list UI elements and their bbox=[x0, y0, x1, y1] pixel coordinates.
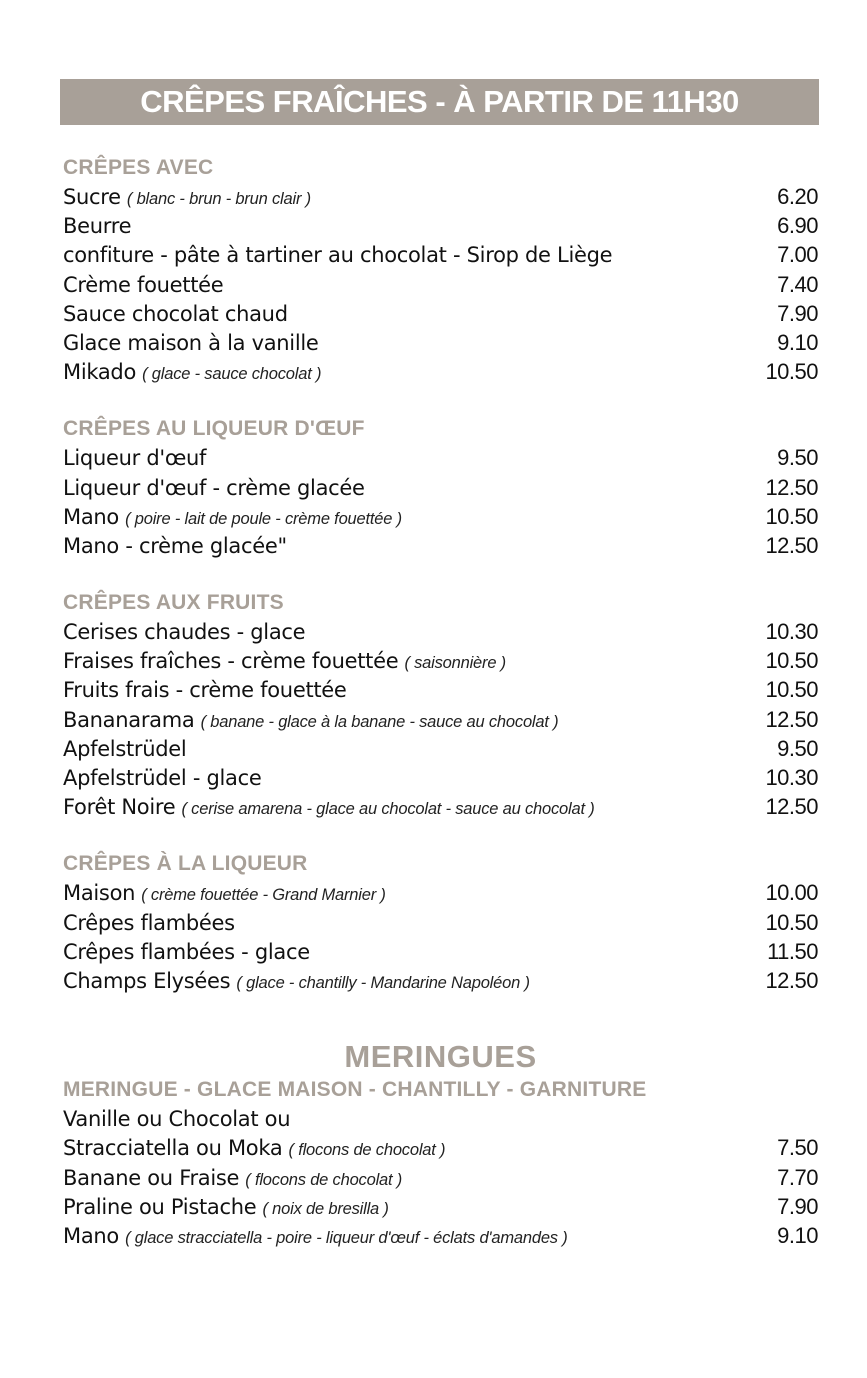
menu-item bbox=[63, 878, 818, 907]
item-name: Sauce chocolat chaud bbox=[63, 301, 288, 326]
menu-item bbox=[63, 1104, 818, 1133]
item-price: 7.90 bbox=[777, 300, 818, 326]
section-title: CRÊPES AVEC bbox=[63, 156, 214, 179]
item-price: 10.30 bbox=[765, 765, 818, 790]
menu-item bbox=[63, 734, 818, 763]
item-text bbox=[63, 675, 347, 705]
section-spacer bbox=[63, 560, 818, 588]
item-text bbox=[63, 1192, 389, 1224]
item-name: Mano bbox=[63, 1223, 119, 1248]
menu-item bbox=[63, 1221, 818, 1250]
item-text bbox=[63, 502, 402, 534]
menu-item bbox=[63, 182, 818, 211]
section-title: CRÊPES AUX FRUITS bbox=[63, 591, 284, 615]
item-name: confiture - pâte à tartiner au chocolat - Sirop de Liège bbox=[63, 243, 613, 268]
item-name: Sucre bbox=[63, 185, 121, 209]
item-description: ( flocons de chocolat ) bbox=[288, 1141, 446, 1160]
menu-item bbox=[63, 908, 818, 937]
menu-item bbox=[63, 675, 818, 704]
menu-item bbox=[63, 705, 818, 734]
item-text bbox=[63, 473, 365, 503]
item-description: ( glace - sauce chocolat ) bbox=[142, 365, 322, 384]
item-price: 6.20 bbox=[777, 184, 818, 209]
item-price: 12.50 bbox=[765, 794, 818, 820]
item-description: ( blanc - brun - brun clair ) bbox=[126, 190, 311, 208]
item-price: 10.50 bbox=[765, 503, 818, 529]
meringues-subtitle: MERINGUE - GLACE MAISON - CHANTILLY - GARNITURE bbox=[63, 1078, 647, 1102]
menu-item bbox=[63, 270, 818, 299]
item-name: Mano bbox=[63, 504, 119, 529]
item-price: 12.50 bbox=[765, 532, 818, 558]
item-text bbox=[63, 531, 287, 561]
item-name: Beurre bbox=[63, 214, 132, 239]
item-name: Mano - crème glacée" bbox=[63, 533, 287, 558]
item-text bbox=[63, 443, 206, 473]
item-text bbox=[63, 617, 305, 647]
item-name: Crêpes flambées - glace bbox=[63, 939, 310, 964]
item-name: Crème fouettée bbox=[63, 272, 224, 297]
item-price: 10.30 bbox=[765, 619, 818, 645]
item-description: ( poire - lait de poule - crème fouettée ) bbox=[125, 509, 402, 528]
menu-item bbox=[63, 1163, 818, 1192]
item-name: Liqueur d'œuf bbox=[63, 446, 207, 471]
item-text bbox=[63, 1104, 290, 1134]
section-title: CRÊPES À LA LIQUEUR bbox=[63, 852, 308, 876]
item-price: 7.40 bbox=[777, 271, 818, 297]
item-price: 10.50 bbox=[765, 909, 818, 935]
item-text bbox=[63, 646, 506, 678]
item-price: 7.70 bbox=[777, 1164, 818, 1190]
menu-item bbox=[63, 531, 818, 560]
item-description: ( banane - glace à la banane - sauce au chocolat ) bbox=[200, 712, 559, 731]
item-price: 7.50 bbox=[777, 1135, 818, 1161]
item-text bbox=[63, 270, 223, 300]
meringues-section bbox=[63, 1039, 818, 1250]
item-name: Banane ou Fraise bbox=[63, 1165, 240, 1190]
menu-item bbox=[63, 646, 818, 675]
item-price: 10.50 bbox=[765, 648, 818, 674]
item-name: Bananarama bbox=[63, 707, 195, 732]
item-price: 10.50 bbox=[765, 359, 818, 385]
menu-list bbox=[63, 153, 818, 1250]
item-description: ( flocons de chocolat ) bbox=[245, 1170, 403, 1189]
item-text bbox=[63, 878, 386, 910]
item-text bbox=[63, 908, 235, 938]
item-name: Apfelstrüdel bbox=[63, 736, 187, 761]
section-spacer bbox=[63, 995, 818, 1039]
item-name: Crêpes flambées bbox=[63, 910, 235, 935]
menu-item bbox=[63, 443, 818, 472]
item-name: Glace maison à la vanille bbox=[63, 330, 319, 355]
item-name: Vanille ou Chocolat ou bbox=[63, 1107, 291, 1132]
item-text bbox=[63, 182, 311, 214]
item-name: Fruits frais - crème fouettée bbox=[63, 678, 347, 703]
menu-item bbox=[63, 299, 818, 328]
item-name: Forêt Noire bbox=[63, 795, 176, 820]
menu-item bbox=[63, 473, 818, 502]
item-name: Liqueur d'œuf - crème glacée bbox=[63, 475, 365, 500]
menu-item bbox=[63, 966, 818, 995]
item-price: 9.50 bbox=[777, 445, 818, 471]
menu-item bbox=[63, 502, 818, 531]
menu-item bbox=[63, 1133, 818, 1162]
item-name: Stracciatella ou Moka bbox=[63, 1136, 283, 1161]
item-text bbox=[63, 763, 261, 793]
menu-item bbox=[63, 328, 818, 357]
item-text bbox=[63, 705, 558, 737]
item-text bbox=[63, 240, 612, 270]
menu-item bbox=[63, 617, 818, 646]
item-price: 10.00 bbox=[765, 880, 818, 906]
item-price: 12.50 bbox=[765, 967, 818, 993]
section-spacer bbox=[63, 821, 818, 849]
item-description: ( glace stracciatella - poire - liqueur d'œuf - éclats d'amandes ) bbox=[125, 1228, 568, 1247]
item-price: 9.10 bbox=[777, 1222, 818, 1248]
menu-section bbox=[63, 588, 818, 821]
item-price: 11.50 bbox=[767, 938, 818, 964]
item-text bbox=[63, 1133, 445, 1165]
menu-item bbox=[63, 211, 818, 240]
item-text bbox=[63, 299, 288, 329]
item-description: ( crème fouettée - Grand Marnier ) bbox=[141, 886, 386, 905]
item-description: ( glace - chantilly - Mandarine Napoléon ) bbox=[236, 973, 530, 992]
menu-item bbox=[63, 792, 818, 821]
item-text bbox=[63, 357, 321, 389]
item-name: Maison bbox=[63, 881, 136, 906]
item-text bbox=[63, 328, 319, 358]
item-price: 6.90 bbox=[777, 213, 818, 239]
meringues-title: MERINGUES bbox=[344, 1039, 537, 1075]
menu-section bbox=[63, 849, 818, 995]
item-price: 7.90 bbox=[777, 1193, 818, 1219]
item-name: Mikado bbox=[63, 360, 136, 385]
page-title-banner bbox=[60, 79, 819, 125]
item-text bbox=[63, 734, 186, 764]
menu-item bbox=[63, 1192, 818, 1221]
item-price: 7.00 bbox=[777, 242, 818, 268]
item-text bbox=[63, 211, 131, 241]
item-description: ( cerise amarena - glace au chocolat - sauce au chocolat ) bbox=[181, 800, 595, 819]
item-name: Cerises chaudes - glace bbox=[63, 620, 306, 645]
item-text bbox=[63, 966, 530, 998]
item-name: Praline ou Pistache bbox=[63, 1194, 257, 1219]
menu-section bbox=[63, 153, 818, 386]
menu-item bbox=[63, 937, 818, 966]
menu-item bbox=[63, 240, 818, 269]
item-text bbox=[63, 937, 310, 967]
page-title: CRÊPES FRAÎCHES - À PARTIR DE 11H30 bbox=[140, 84, 739, 119]
item-price: 9.50 bbox=[777, 735, 818, 761]
section-title: CRÊPES AU LIQUEUR D'ŒUF bbox=[63, 417, 365, 441]
item-text bbox=[63, 1221, 568, 1253]
item-text bbox=[63, 1163, 402, 1195]
item-name: Fraises fraîches - crème fouettée bbox=[63, 649, 399, 674]
menu-item bbox=[63, 357, 818, 386]
item-price: 12.50 bbox=[765, 706, 818, 732]
item-price: 10.50 bbox=[765, 677, 818, 703]
item-description: ( noix de bresilla ) bbox=[262, 1199, 389, 1218]
menu-item bbox=[63, 763, 818, 792]
item-price: 12.50 bbox=[765, 474, 818, 500]
menu-section bbox=[63, 414, 818, 560]
section-spacer bbox=[63, 386, 818, 414]
item-name: Champs Elysées bbox=[63, 968, 231, 993]
item-name: Apfelstrüdel - glace bbox=[63, 766, 262, 790]
item-price: 9.10 bbox=[777, 329, 818, 355]
item-text bbox=[63, 792, 595, 824]
item-description: ( saisonnière ) bbox=[404, 654, 506, 673]
